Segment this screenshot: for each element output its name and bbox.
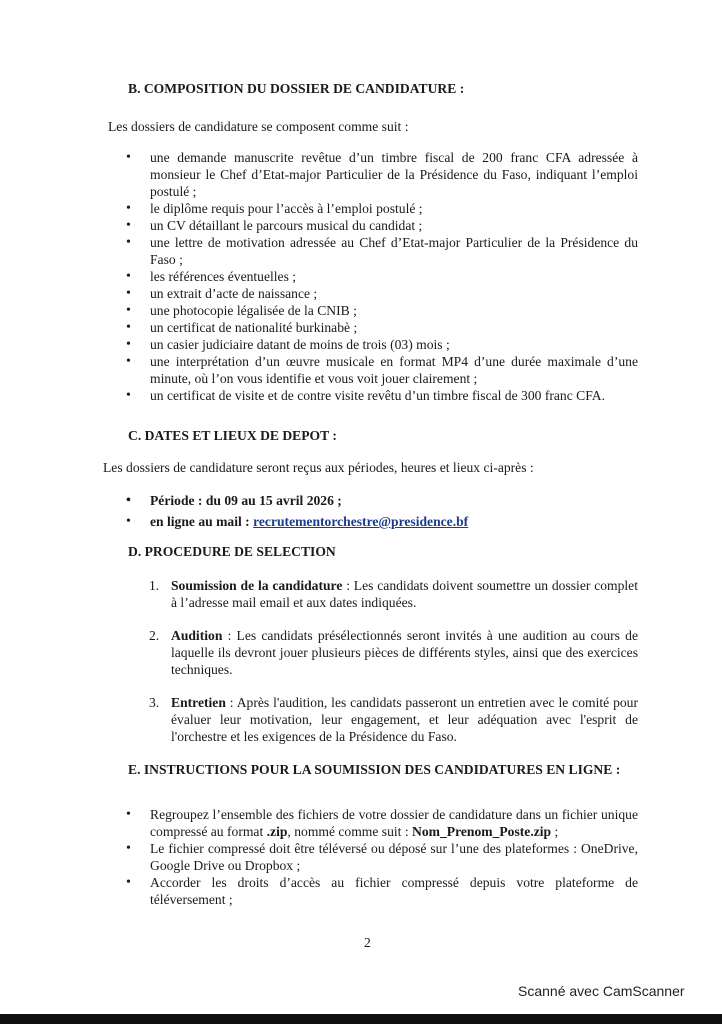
page-number: 2 [364, 935, 371, 950]
list-item: • une lettre de motivation adressée au Chef d’Etat-major Particulier de la Présidence du Faso ; [150, 234, 638, 268]
list-item: • les références éventuelles ; [150, 268, 638, 285]
section-c-list [150, 492, 620, 530]
step-number: 1. [149, 578, 160, 593]
section-b-title: B. COMPOSITION DU DOSSIER DE CANDIDATURE : [128, 81, 465, 96]
list-item: • un extrait d’acte de naissance ; [150, 285, 638, 302]
list-item: • une interprétation d’un œuvre musicale en format MP4 d’une durée maximale d’une minute, où l’on vous identifie et vous voit jouer clairement ; [150, 353, 638, 387]
list-item: • un casier judiciaire datant de moins de trois (03) mois ; [150, 336, 638, 353]
period-item: • Période : du 09 au 15 avril 2026 ; [150, 492, 620, 509]
item-text: ; [551, 824, 559, 839]
bottom-bar [0, 1014, 722, 1024]
section-e-list [150, 806, 638, 908]
step-label: Audition [171, 628, 223, 643]
item-text: Regroupez l’ensemble des fichiers de votre dossier de candidature dans un fichier unique compressé au format [150, 807, 638, 839]
step-text: : Après l'audition, les candidats passeront un entretien avec le comité pour évaluer leur motivation, leur engagement, et leur adéquation avec l'esprit de l'orchestre et les exigences de la Présidence du Faso. [171, 695, 638, 744]
step-3 [149, 694, 638, 745]
step-label: Soumission de la candidature [171, 578, 343, 593]
step-text: : Les candidats présélectionnés seront invités à une audition au cours de laquelle ils devront jouer plusieurs pièces de différents styles, ainsi que des exercices techniques. [171, 628, 638, 677]
section-b-intro: Les dossiers de candidature se composent comme suit : [108, 119, 409, 134]
section-c-intro: Les dossiers de candidature seront reçus aux périodes, heures et lieux ci-après : [103, 460, 534, 475]
list-item: • un certificat de nationalité burkinabè ; [150, 319, 638, 336]
item-text: , nommé comme suit : [287, 824, 413, 839]
scanner-watermark: Scanné avec CamScanner [518, 983, 685, 999]
step-2 [149, 627, 638, 678]
list-item: • Le fichier compressé doit être téléversé ou déposé sur l’une des plateformes : OneDrive, Google Drive ou Dropbox ; [150, 840, 638, 874]
step-text: : Les candidats doivent soumettre un dossier complet à l’adresse mail email et aux dates indiquées. [171, 578, 638, 610]
step-number: 3. [149, 695, 160, 710]
list-item: • le diplôme requis pour l’accès à l’emploi postulé ; [150, 200, 638, 217]
file-name: Nom_Prenom_Poste.zip [412, 824, 552, 839]
list-item: • une photocopie légalisée de la CNIB ; [150, 302, 638, 319]
mail-label: en ligne au mail : [150, 514, 254, 529]
step-label: Entretien [171, 695, 226, 710]
mail-item [150, 513, 620, 530]
list-item: • un CV détaillant le parcours musical du candidat ; [150, 217, 638, 234]
section-c-title: C. DATES ET LIEUX DE DEPOT : [128, 428, 337, 443]
step-1 [149, 577, 638, 611]
mail-link[interactable]: recrutementorchestre@presidence.bf [253, 514, 469, 529]
step-number: 2. [149, 628, 160, 643]
section-e-title: E. INSTRUCTIONS POUR LA SOUMISSION DES CANDIDATURES EN LIGNE : [128, 762, 621, 777]
list-item: • un certificat de visite et de contre visite revêtu d’un timbre fiscal de 300 franc CFA. [150, 387, 638, 404]
section-b-list [150, 149, 638, 404]
zip-format: .zip [266, 824, 288, 839]
list-item [150, 806, 638, 840]
list-item: • une demande manuscrite revêtue d’un timbre fiscal de 200 franc CFA adressée à monsieur le Chef d’Etat-major Particulier de la Présidence du Faso, indiquant l’emploi postulé ; [150, 149, 638, 200]
section-d-title: D. PROCEDURE DE SELECTION [128, 544, 336, 559]
list-item: • Accorder les droits d’accès au fichier compressé depuis votre plateforme de téléversement ; [150, 874, 638, 908]
